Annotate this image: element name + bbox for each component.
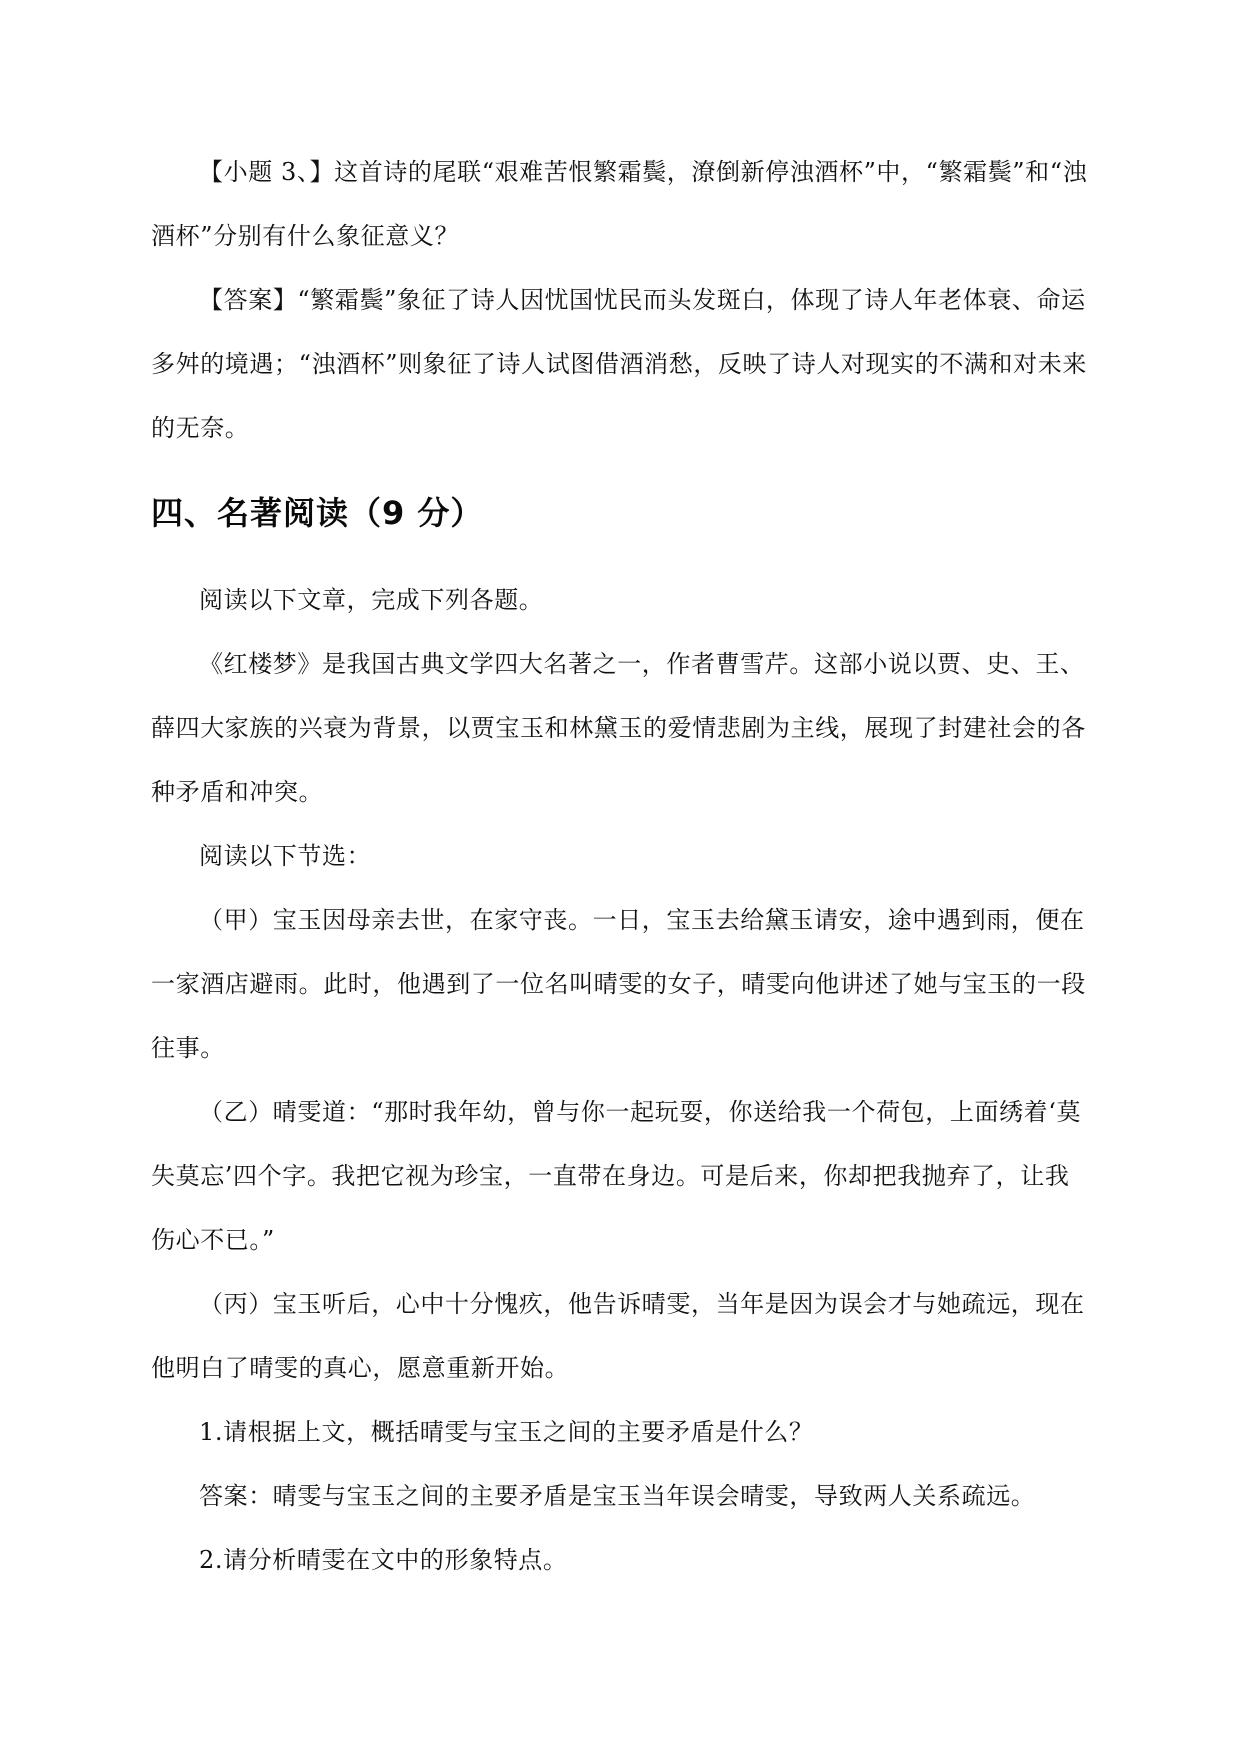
- answer-3: 【答案】“繁霜鬓”象征了诗人因忧国忧民而头发斑白，体现了诗人年老体衰、命运多舛的境遇；“浊酒杯”则象征了诗人试图借酒消愁，反映了诗人对现实的不满和对未来的无奈。: [151, 286, 1087, 442]
- question-3: 【小题 3、】这首诗的尾联“艰难苦恨繁霜鬓，潦倒新停浊酒杯”中，“繁霜鬓”和“浊酒杯”分别有什么象征意义？: [151, 158, 1088, 250]
- passage-bing: （丙）宝玉听后，心中十分愧疚，他告诉晴雯，当年是因为误会才与她疏远，现在他明白了晴雯的真心，愿意重新开始。: [151, 1290, 1085, 1382]
- question-1: 1.请根据上文，概括晴雯与宝玉之间的主要矛盾是什么？: [199, 1418, 814, 1446]
- excerpt-label: 阅读以下节选：: [199, 842, 372, 870]
- answer-1: 答案：晴雯与宝玉之间的主要矛盾是宝玉当年误会晴雯，导致两人关系疏远。: [199, 1482, 1036, 1510]
- passage-yi: （乙）晴雯道：“那时我年幼，曾与你一起玩耍，你送给我一个荷包，上面绣着‘莫失莫忘’四个字。我把它视为珍宝，一直带在身边。可是后来，你却把我抛弃了，让我伤心不已。”: [151, 1098, 1082, 1254]
- reading-instruction: 阅读以下文章，完成下列各题。: [199, 586, 544, 614]
- passage-jia: （甲）宝玉因母亲去世，在家守丧。一日，宝玉去给黛玉请安，途中遇到雨，便在一家酒店避雨。此时，他遇到了一位名叫晴雯的女子，晴雯向他讲述了她与宝玉的一段往事。: [151, 906, 1086, 1062]
- question-2: 2.请分析晴雯在文中的形象特点。: [199, 1546, 568, 1574]
- book-introduction: 《红楼梦》是我国古典文学四大名著之一，作者曹雪芹。这部小说以贾、史、王、薛四大家族的兴衰为背景，以贾宝玉和林黛玉的爱情悲剧为主线，展现了封建社会的各种矛盾和冲突。: [151, 650, 1086, 806]
- section-heading: 四、名著阅读（9 分）: [151, 494, 484, 532]
- document-body: [151, 140, 1091, 1592]
